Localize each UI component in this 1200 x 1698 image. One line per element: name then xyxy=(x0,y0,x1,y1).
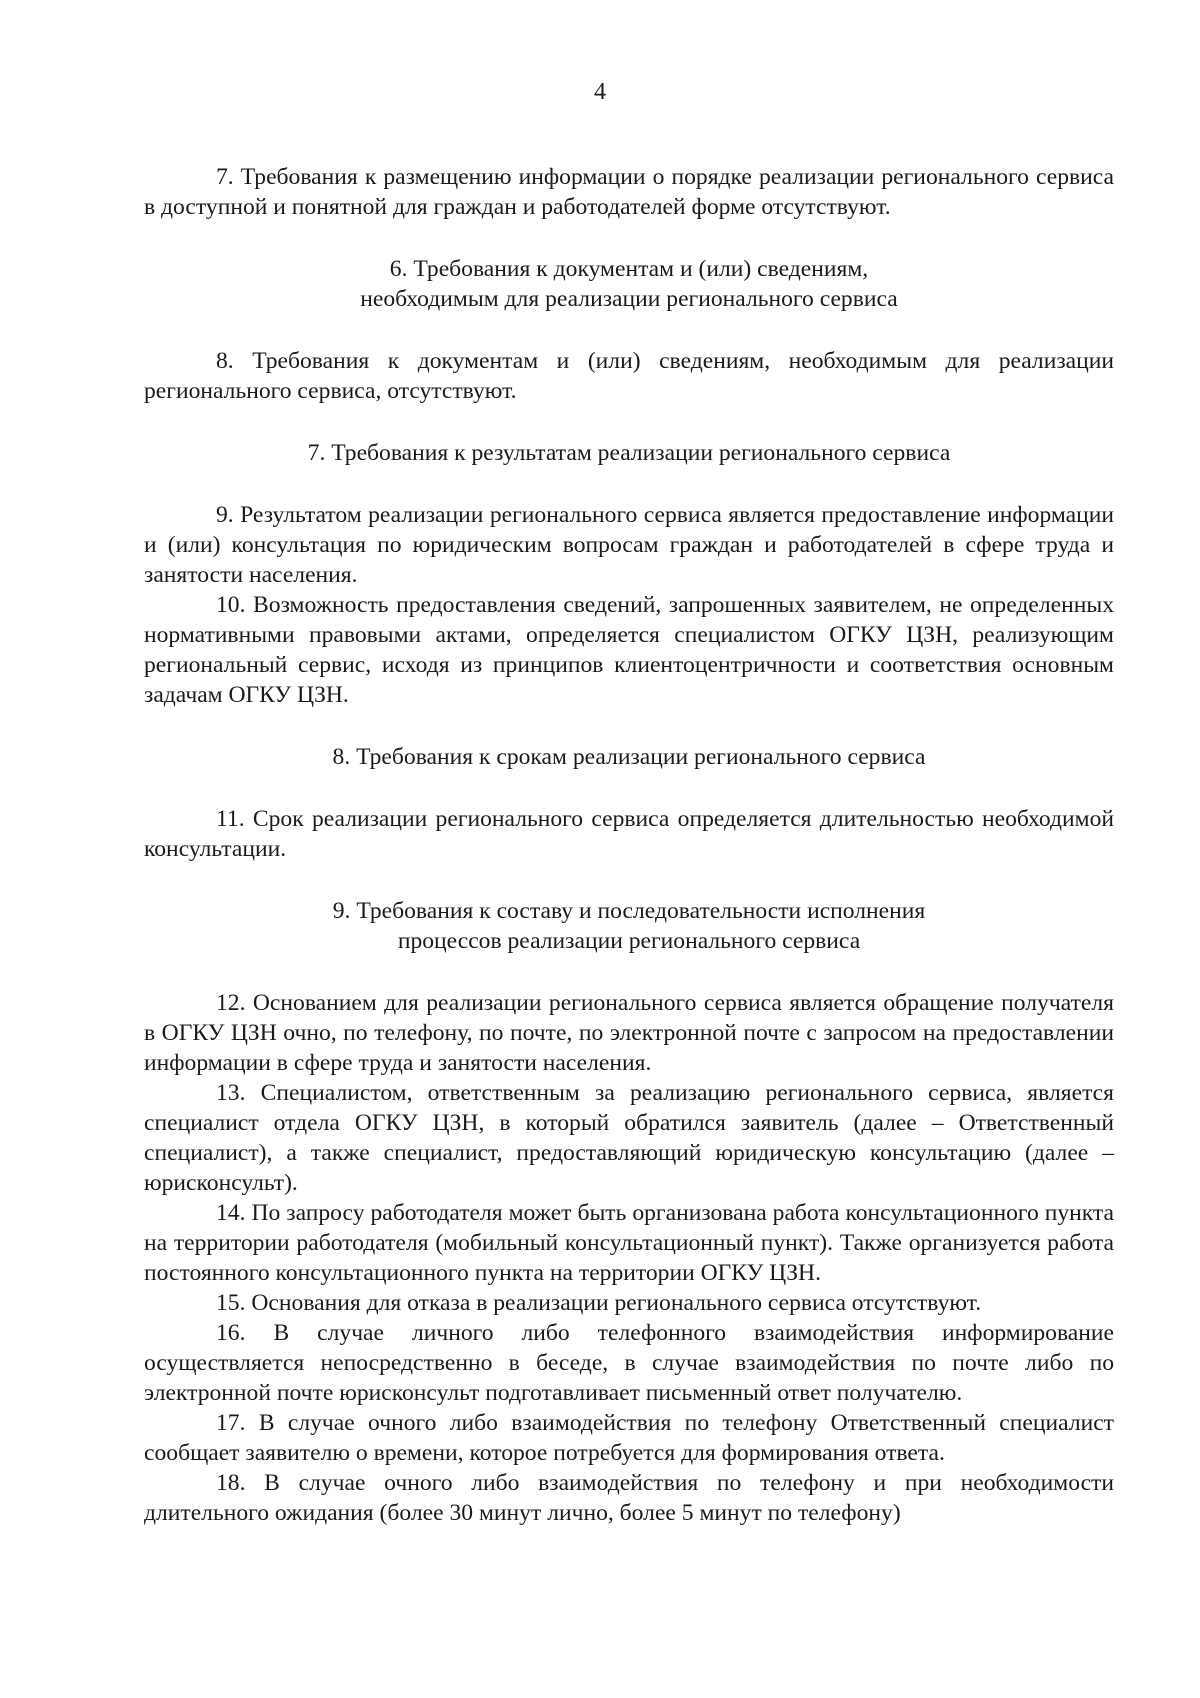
paragraph-15: 15. Основания для отказа в реализации регионального сервиса отсутствуют. xyxy=(216,1290,982,1316)
section-heading-8: 8. Требования к срокам реализации регионального сервиса xyxy=(332,744,926,770)
paragraph-14: 14. По запросу работодателя может быть организована работа консультационного пункта на территории работодателя (мобильный консультационный пункт). Также организуется работа постоянного консультационного пункта на территории ОГКУ ЦЗН. xyxy=(144,1200,1114,1286)
paragraph-8: 8. Требования к документам и (или) сведениям, необходимым для реализации регионального сервиса, отсутствуют. xyxy=(144,348,1114,404)
page-number: 4 xyxy=(594,79,606,105)
section-heading-6-line-2: необходимым для реализации регионального сервиса xyxy=(360,286,898,312)
paragraph-7: 7. Требования к размещению информации о порядке реализации регионального сервиса в доступной и понятной для граждан и работодателей форме отсутствуют. xyxy=(144,164,1114,220)
section-heading-9 xyxy=(144,896,1114,956)
section-heading-7: 7. Требования к результатам реализации регионального сервиса xyxy=(307,440,951,466)
paragraph-13: 13. Специалистом, ответственным за реализацию регионального сервиса, является специалист отдела ОГКУ ЦЗН, в который обратился заявитель (далее – Ответственный специалист), а также специалист, предоставляющий юридическую консультацию (далее – юрисконсульт). xyxy=(144,1080,1114,1196)
section-heading-6-line-1: 6. Требования к документам и (или) сведениям, xyxy=(389,256,869,282)
paragraph-18: 18. В случае очного либо взаимодействия по телефону и при необходимости длительного ожидания (более 30 минут лично, более 5 минут по телефону) xyxy=(144,1470,1114,1526)
section-heading-9-line-1: 9. Требования к составу и последовательности исполнения xyxy=(332,898,926,924)
document-body xyxy=(144,162,1114,1528)
paragraph-9: 9. Результатом реализации регионального сервиса является предоставление информации и (или) консультация по юридическим вопросам граждан и работодателей в сфере труда и занятости населения. xyxy=(144,502,1114,588)
paragraph-10: 10. Возможность предоставления сведений, запрошенных заявителем, не определенных нормативными правовыми актами, определяется специалистом ОГКУ ЦЗН, реализующим региональный сервис, исходя из принципов клиентоцентричности и соответствия основным задачам ОГКУ ЦЗН. xyxy=(144,592,1114,708)
paragraph-11: 11. Срок реализации регионального сервиса определяется длительностью необходимой консультации. xyxy=(144,806,1114,862)
paragraph-16: 16. В случае личного либо телефонного взаимодействия информирование осуществляется непосредственно в беседе, в случае взаимодействия по почте либо по электронной почте юрисконсульт подготавливает письменный ответ получателю. xyxy=(144,1320,1114,1406)
paragraph-12: 12. Основанием для реализации регионального сервиса является обращение получателя в ОГКУ ЦЗН очно, по телефону, по почте, по электронной почте с запросом на предоставлении информации в сфере труда и занятости населения. xyxy=(144,990,1114,1076)
paragraph-17: 17. В случае очного либо взаимодействия по телефону Ответственный специалист сообщает заявителю о времени, которое потребуется для формирования ответа. xyxy=(144,1410,1114,1466)
section-heading-6 xyxy=(144,254,1114,314)
section-heading-9-line-2: процессов реализации регионального сервиса xyxy=(397,928,861,954)
